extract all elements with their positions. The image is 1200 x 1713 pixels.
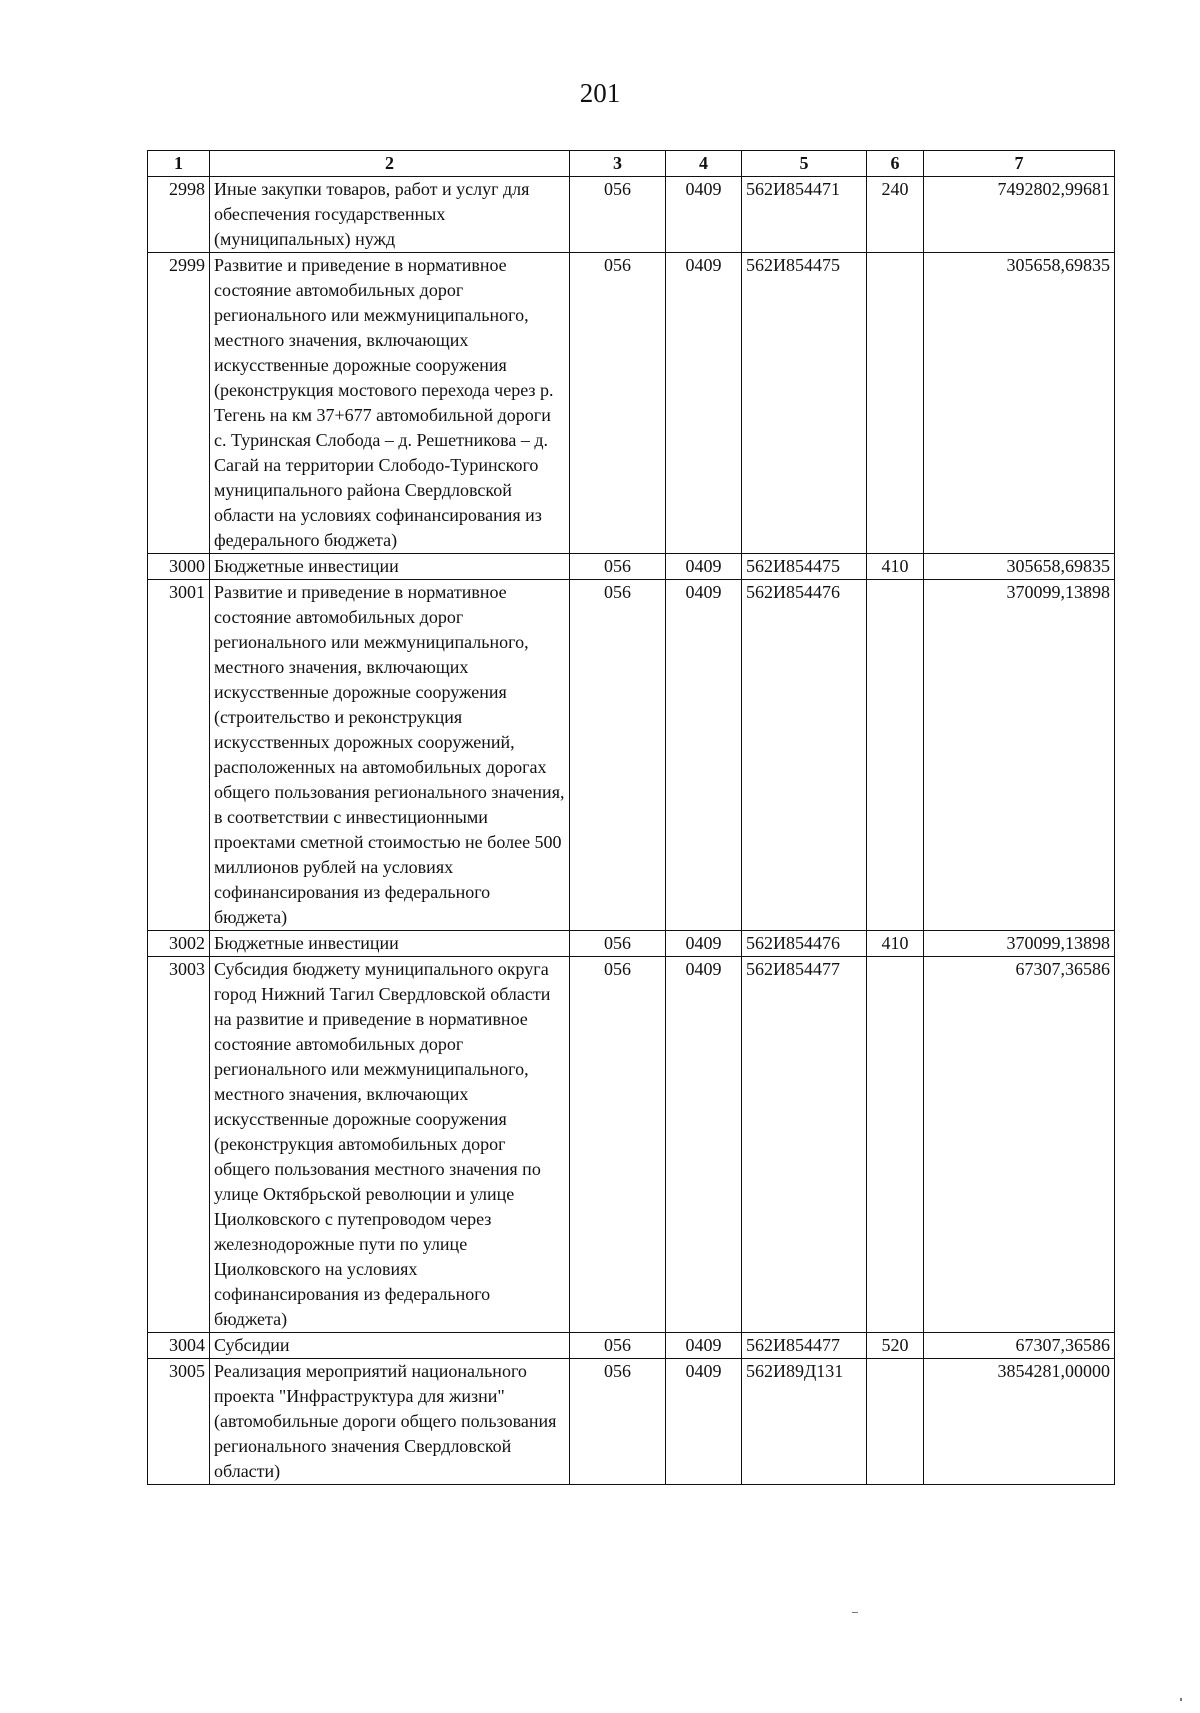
budget-table — [147, 150, 1115, 1485]
row-col-6 — [867, 1359, 924, 1485]
row-number: 2998 — [148, 177, 210, 253]
row-description: Реализация мероприятий национального проекта "Инфраструктура для жизни" (автомобильные дороги общего пользования регионального значения Свердловской области) — [210, 1359, 570, 1485]
row-number: 2999 — [148, 253, 210, 554]
row-amount: 370099,13898 — [924, 931, 1115, 957]
row-col-3: 056 — [570, 177, 666, 253]
row-description: Развитие и приведение в нормативное состояние автомобильных дорог регионального или межмуниципального, местного значения, включающих искусственные дорожные сооружения (реконструкция мостового перехода через р. Тегень на км 37+677 автомобильной дороги с. Туринская Слобода – д. Решетникова – д. Сагай на территории Слободо-Туринского муниципального района Свердловской области на условиях софинансирования из федерального бюджета) — [210, 253, 570, 554]
scan-speck — [1180, 1698, 1182, 1701]
table-row — [148, 253, 1115, 554]
header-col-3: 3 — [570, 151, 666, 177]
header-col-4: 4 — [666, 151, 742, 177]
row-col-4: 0409 — [666, 554, 742, 580]
table-row — [148, 1359, 1115, 1485]
row-col-6: 410 — [867, 554, 924, 580]
row-col-5: 562И854476 — [742, 931, 867, 957]
row-description: Развитие и приведение в нормативное состояние автомобильных дорог регионального или межмуниципального, местного значения, включающих искусственные дорожные сооружения (строительство и реконструкция искусственных дорожных сооружений, расположенных на автомобильных дорогах общего пользования регионального значения, в соответствии с инвестиционными проектами сметной стоимостью не более 500 миллионов рублей на условиях софинансирования из федерального бюджета) — [210, 580, 570, 931]
table-row — [148, 177, 1115, 253]
table-row — [148, 957, 1115, 1333]
page-number: 201 — [579, 78, 621, 108]
header-col-1: 1 — [148, 151, 210, 177]
row-col-5: 562И854475 — [742, 253, 867, 554]
header-row — [148, 151, 1115, 177]
table-row — [148, 1333, 1115, 1359]
row-number: 3005 — [148, 1359, 210, 1485]
row-description: Субсидии — [210, 1333, 570, 1359]
row-col-3: 056 — [570, 580, 666, 931]
row-amount: 305658,69835 — [924, 253, 1115, 554]
row-col-5: 562И854471 — [742, 177, 867, 253]
row-number: 3000 — [148, 554, 210, 580]
row-col-5: 562И854477 — [742, 957, 867, 1333]
row-col-5: 562И89Д131 — [742, 1359, 867, 1485]
row-col-4: 0409 — [666, 931, 742, 957]
table-row — [148, 554, 1115, 580]
row-description: Субсидия бюджету муниципального округа город Нижний Тагил Свердловской области на развитие и приведение в нормативное состояние автомобильных дорог регионального или межмуниципального, местного значения, включающих искусственные дорожные сооружения (реконструкция автомобильных дорог общего пользования местного значения по улице Октябрьской революции и улице Циолковского с путепроводом через железнодорожные пути по улице Циолковского на условиях софинансирования из федерального бюджета) — [210, 957, 570, 1333]
row-col-4: 0409 — [666, 177, 742, 253]
header-col-5: 5 — [742, 151, 867, 177]
row-amount: 67307,36586 — [924, 1333, 1115, 1359]
row-col-3: 056 — [570, 253, 666, 554]
row-col-6 — [867, 253, 924, 554]
row-col-4: 0409 — [666, 957, 742, 1333]
row-number: 3003 — [148, 957, 210, 1333]
scan-speck — [852, 1612, 858, 1613]
row-col-3: 056 — [570, 554, 666, 580]
table-row — [148, 580, 1115, 931]
header-col-6: 6 — [867, 151, 924, 177]
row-amount: 3854281,00000 — [924, 1359, 1115, 1485]
row-col-6: 240 — [867, 177, 924, 253]
row-col-3: 056 — [570, 1359, 666, 1485]
row-col-4: 0409 — [666, 1333, 742, 1359]
row-col-4: 0409 — [666, 1359, 742, 1485]
row-description: Бюджетные инвестиции — [210, 554, 570, 580]
row-col-5: 562И854477 — [742, 1333, 867, 1359]
row-col-5: 562И854475 — [742, 554, 867, 580]
row-col-3: 056 — [570, 957, 666, 1333]
row-col-6: 520 — [867, 1333, 924, 1359]
row-col-4: 0409 — [666, 253, 742, 554]
row-description: Бюджетные инвестиции — [210, 931, 570, 957]
row-description: Иные закупки товаров, работ и услуг для обеспечения государственных (муниципальных) нужд — [210, 177, 570, 253]
row-col-6 — [867, 957, 924, 1333]
row-number: 3004 — [148, 1333, 210, 1359]
header-col-2: 2 — [210, 151, 570, 177]
row-amount: 370099,13898 — [924, 580, 1115, 931]
row-number: 3001 — [148, 580, 210, 931]
row-col-5: 562И854476 — [742, 580, 867, 931]
row-amount: 67307,36586 — [924, 957, 1115, 1333]
row-amount: 305658,69835 — [924, 554, 1115, 580]
row-col-6 — [867, 580, 924, 931]
header-col-7: 7 — [924, 151, 1115, 177]
table-row — [148, 931, 1115, 957]
row-col-6: 410 — [867, 931, 924, 957]
row-col-3: 056 — [570, 931, 666, 957]
row-col-3: 056 — [570, 1333, 666, 1359]
row-col-4: 0409 — [666, 580, 742, 931]
row-amount: 7492802,99681 — [924, 177, 1115, 253]
row-number: 3002 — [148, 931, 210, 957]
